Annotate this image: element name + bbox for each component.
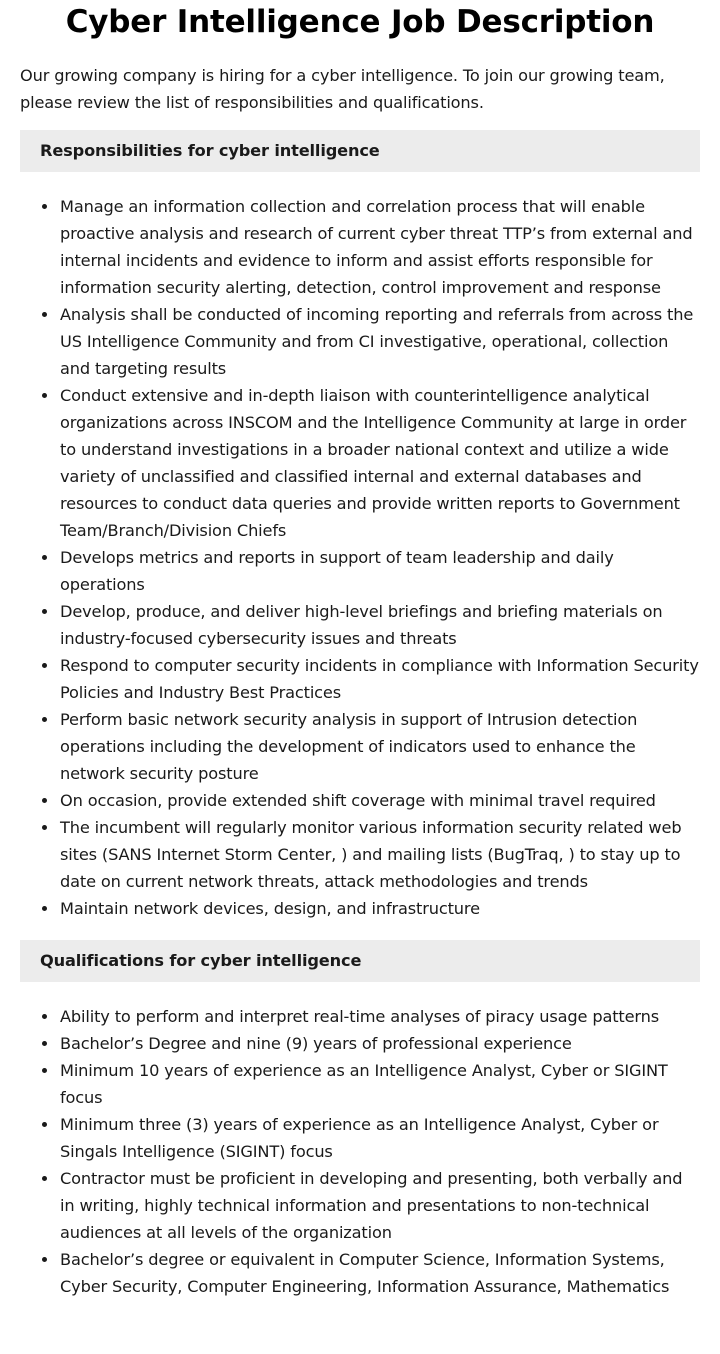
list-item: Perform basic network security analysis in support of Intrusion detection operations including the development of indicators used to enhance the network security posture (20, 706, 700, 787)
list-item: On occasion, provide extended shift coverage with minimal travel required (20, 787, 700, 814)
list-item: Minimum 10 years of experience as an Intelligence Analyst, Cyber or SIGINT focus (20, 1057, 700, 1111)
list-item: Ability to perform and interpret real-time analyses of piracy usage patterns (20, 1003, 700, 1030)
list-item: Bachelor’s Degree and nine (9) years of professional experience (20, 1030, 700, 1057)
list-item: Minimum three (3) years of experience as an Intelligence Analyst, Cyber or Singals Intelligence (SIGINT) focus (20, 1111, 700, 1165)
qualifications-list (20, 1003, 700, 1300)
list-item: Analysis shall be conducted of incoming reporting and referrals from across the US Intelligence Community and from CI investigative, operational, collection and targeting results (20, 301, 700, 382)
list-item: Bachelor’s degree or equivalent in Computer Science, Information Systems, Cyber Security, Computer Engineering, Information Assurance, Mathematics (20, 1246, 700, 1300)
intro-paragraph: Our growing company is hiring for a cyber intelligence. To join our growing team, please review the list of responsibilities and qualifications. (20, 66, 665, 112)
list-item: Maintain network devices, design, and infrastructure (20, 895, 700, 922)
list-item: Manage an information collection and correlation process that will enable proactive analysis and research of current cyber threat TTP’s from external and internal incidents and evidence to inform and assist efforts responsible for information security alerting, detection, control improvement and response (20, 193, 700, 301)
list-item: Conduct extensive and in-depth liaison with counterintelligence analytical organizations across INSCOM and the Intelligence Community at large in order to understand investigations in a broader national context and utilize a wide variety of unclassified and classified internal and external databases and resources to conduct data queries and provide written reports to Government Team/Branch/Division Chiefs (20, 382, 700, 544)
responsibilities-list (20, 193, 700, 922)
qualifications-heading: Qualifications for cyber intelligence (20, 940, 700, 982)
list-item: Develop, produce, and deliver high-level briefings and briefing materials on industry-focused cybersecurity issues and threats (20, 598, 700, 652)
responsibilities-heading: Responsibilities for cyber intelligence (20, 130, 700, 172)
list-item: The incumbent will regularly monitor various information security related web sites (SANS Internet Storm Center, ) and mailing lists (BugTraq, ) to stay up to date on current network threats, attack methodologies and trends (20, 814, 700, 895)
list-item: Contractor must be proficient in developing and presenting, both verbally and in writing, highly technical information and presentations to non-technical audiences at all levels of the organization (20, 1165, 700, 1246)
page-title: Cyber Intelligence Job Description (65, 4, 655, 40)
list-item: Respond to computer security incidents in compliance with Information Security Policies and Industry Best Practices (20, 652, 700, 706)
list-item: Develops metrics and reports in support of team leadership and daily operations (20, 544, 700, 598)
